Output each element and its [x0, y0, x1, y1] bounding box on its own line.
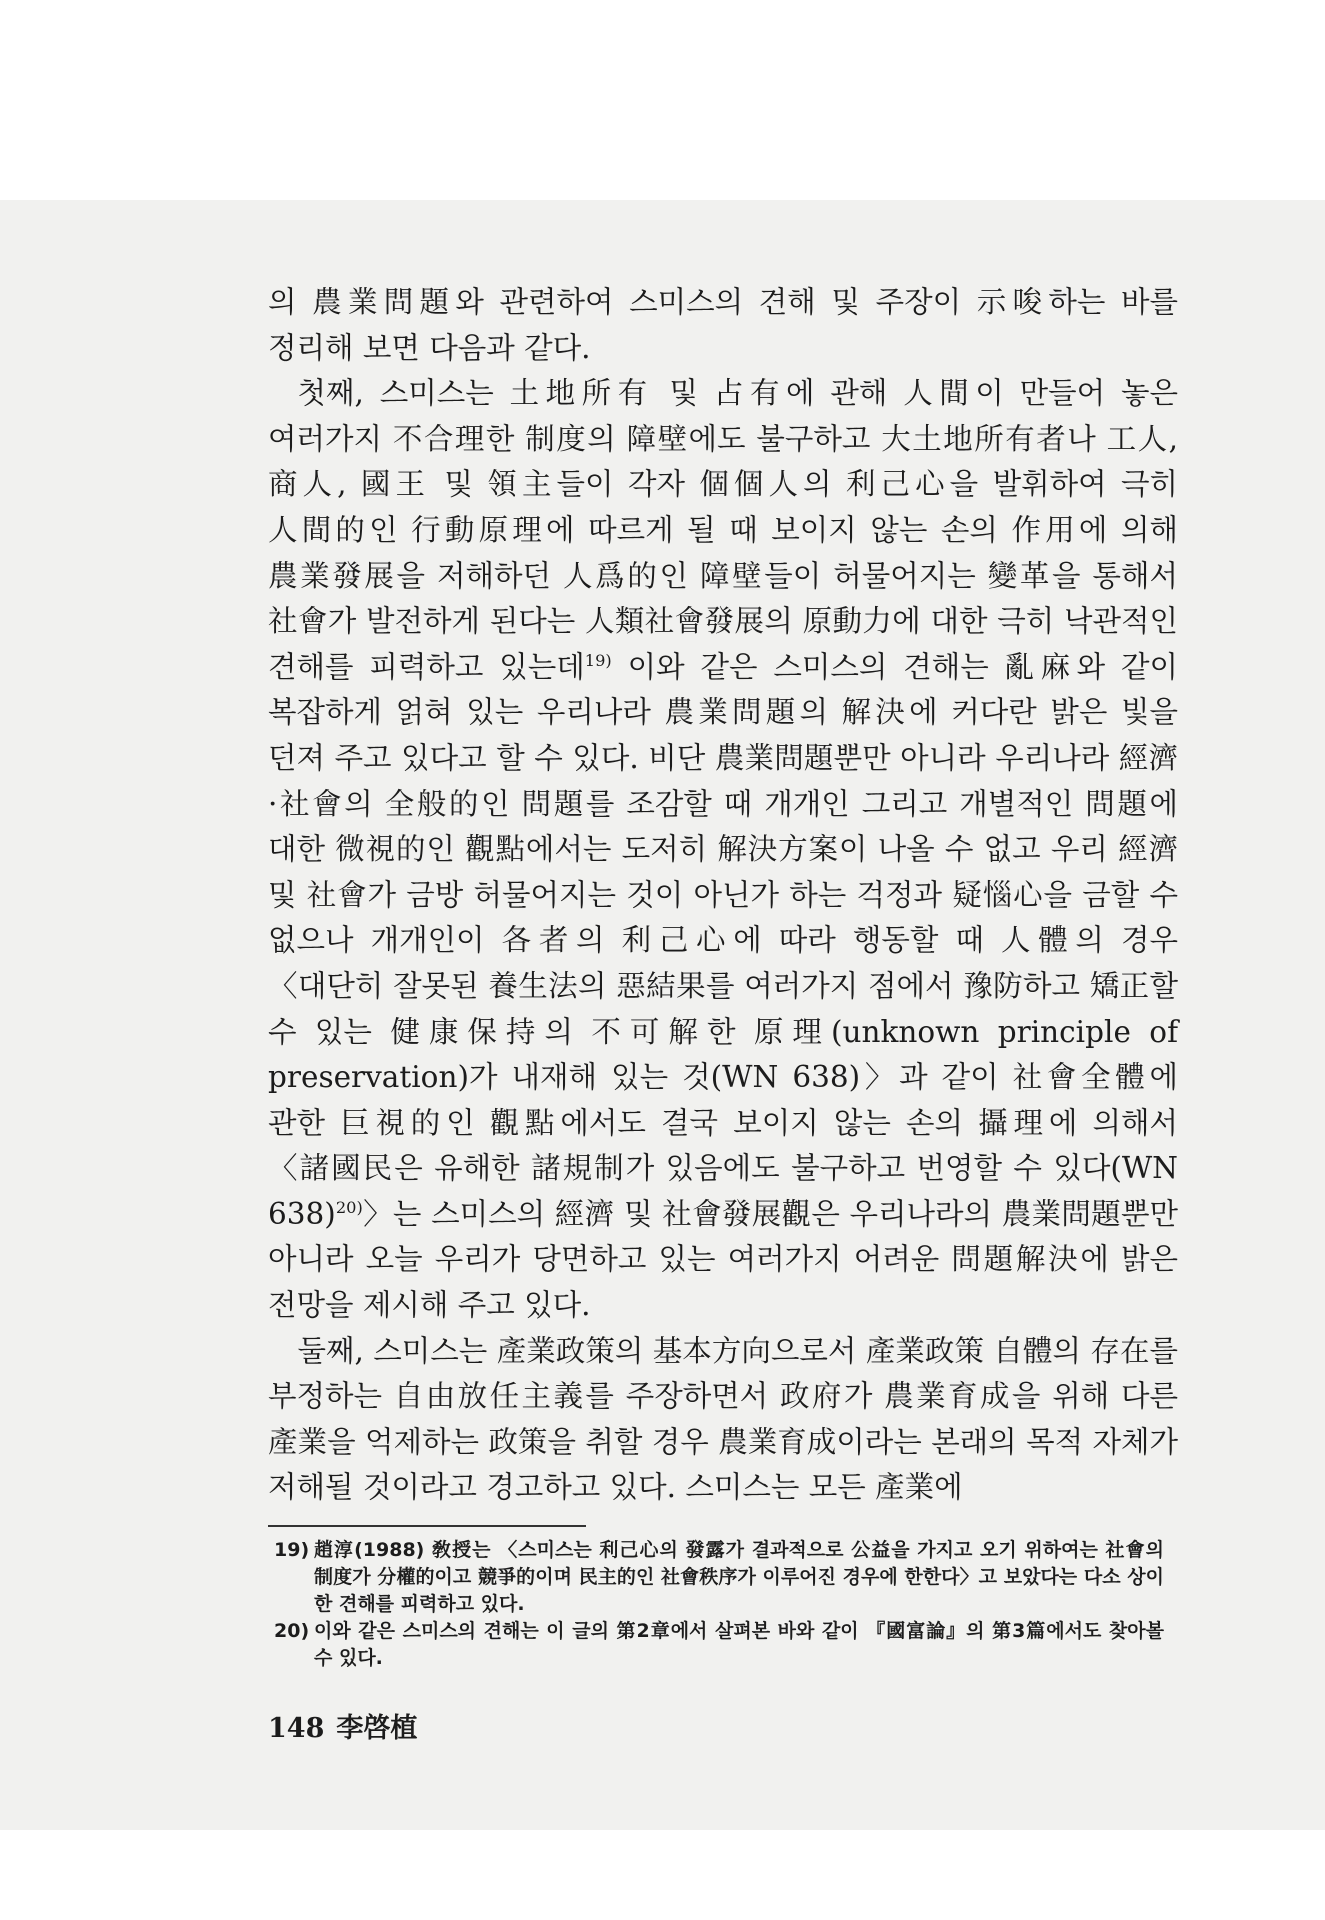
- top-margin: [0, 0, 1325, 200]
- running-author: 李啓植: [336, 1713, 418, 1745]
- footnote-divider: [268, 1525, 586, 1527]
- footnote-number: 19): [274, 1539, 310, 1562]
- page-footer: [268, 1706, 1178, 1745]
- paragraph-second-point: 둘째, 스미스는 產業政策의 基本方向으로서 產業政策 自體의 存在를 부정하는 自由放任主義를 주장하면서 政府가 農業育成을 위해 다른 產業을 억제하는 政策을 취할 경우 農業育成이라는 본래의 목적 자체가 저해될 것이라고 경고하고 있다. 스미스는 모든 產業에: [268, 1333, 1178, 1505]
- paragraph-first-point-cont: 이와 같은 스미스의 견해는 亂麻와 같이 복잡하게 얽혀 있는 우리나라 農業問題의 解決에 커다란 밝은 빛을 던져 주고 있다고 할 수 있다. 비단 農業問題뿐만 아니라 우리나라 經濟·社會의 全般的인 問題를 조감할 때 개개인 그리고 개별적인 問題에 대한 微視的인 觀點에서는 도저히 解決方案이 나올 수 없고 우리 經濟 및 社會가 금방 허물어지는 것이 아닌가 하는 걱정과 疑惱心을 금할 수 없으나 개개인이 各者의 利己心에 따라 행동할 때 人體의 경우 〈대단히 잘못된 養生法의 惡結果를 여러가지 점에서 豫防하고 矯正할 수 있는 健康保持의 不可解한 原理(unknown principle of preservation)가 내재해 있는 것(WN 638)〉과 같이 社會全體에 관한 巨視的인 觀點에서도 결국 보이지 않는 손의 攝理에 의해서 〈諸國民은 유해한 諸規制가 있음에도 불구하고 번영할 수 있다(WN 638): [268, 649, 1178, 1231]
- page-content: [268, 280, 1178, 1745]
- page-number: 148: [268, 1713, 325, 1745]
- bottom-margin: [0, 1830, 1325, 1920]
- footnote-ref-20: 20): [335, 1198, 363, 1218]
- footnotes: [268, 1537, 1178, 1672]
- body-text: [268, 280, 1178, 1511]
- paragraph-first-point-end: 〉는 스미스의 經濟 및 社會發展觀은 우리나라의 農業問題뿐만 아니라 오늘 우리가 당면하고 있는 여러가지 어려운 問題解決에 밝은 전망을 제시해 주고 있다.: [268, 1196, 1178, 1323]
- footnote-text: 이와 같은 스미스의 견해는 이 글의 第2章에서 살펴본 바와 같이 『國富論』의 第3篇에서도 찾아볼 수 있다.: [314, 1620, 1164, 1670]
- footnote-text: 趙淳(1988) 敎授는 〈스미스는 利己心의 發露가 결과적으로 公益을 가지고 오기 위하여는 社會의 制度가 分權的이고 競爭的이며 民主的인 社會秩序가 이루어진 경우에 한한다〉고 보았다는 다소 상이한 견해를 피력하고 있다.: [314, 1539, 1164, 1616]
- paragraph-first-point: [268, 371, 1178, 1328]
- paragraph-intro: 의 農業問題와 관련하여 스미스의 견해 및 주장이 示唆하는 바를 정리해 보면 다음과 같다.: [268, 285, 1178, 365]
- paragraph-first-point-text: 첫째, 스미스는 土地所有 및 占有에 관해 人間이 만들어 놓은 여러가지 不合理한 制度의 障壁에도 불구하고 大土地所有者나 工人, 商人, 國王 및 領主들이 각자 個個人의 利己心을 발휘하여 극히 人間的인 行動原理에 따르게 될 때 보이지 않는 손의 作用에 의해 農業發展을 저해하던 人爲的인 障壁들이 허물어지는 變革을 통해서 社會가 발전하게 된다는 人類社會發展의 原動力에 대한 극히 낙관적인 견해를 피력하고 있는데: [268, 376, 1178, 684]
- footnote-19: [268, 1537, 1178, 1618]
- footnote-number: 20): [274, 1620, 310, 1643]
- footnote-ref-19: 19): [584, 650, 612, 670]
- footnote-20: [268, 1618, 1178, 1672]
